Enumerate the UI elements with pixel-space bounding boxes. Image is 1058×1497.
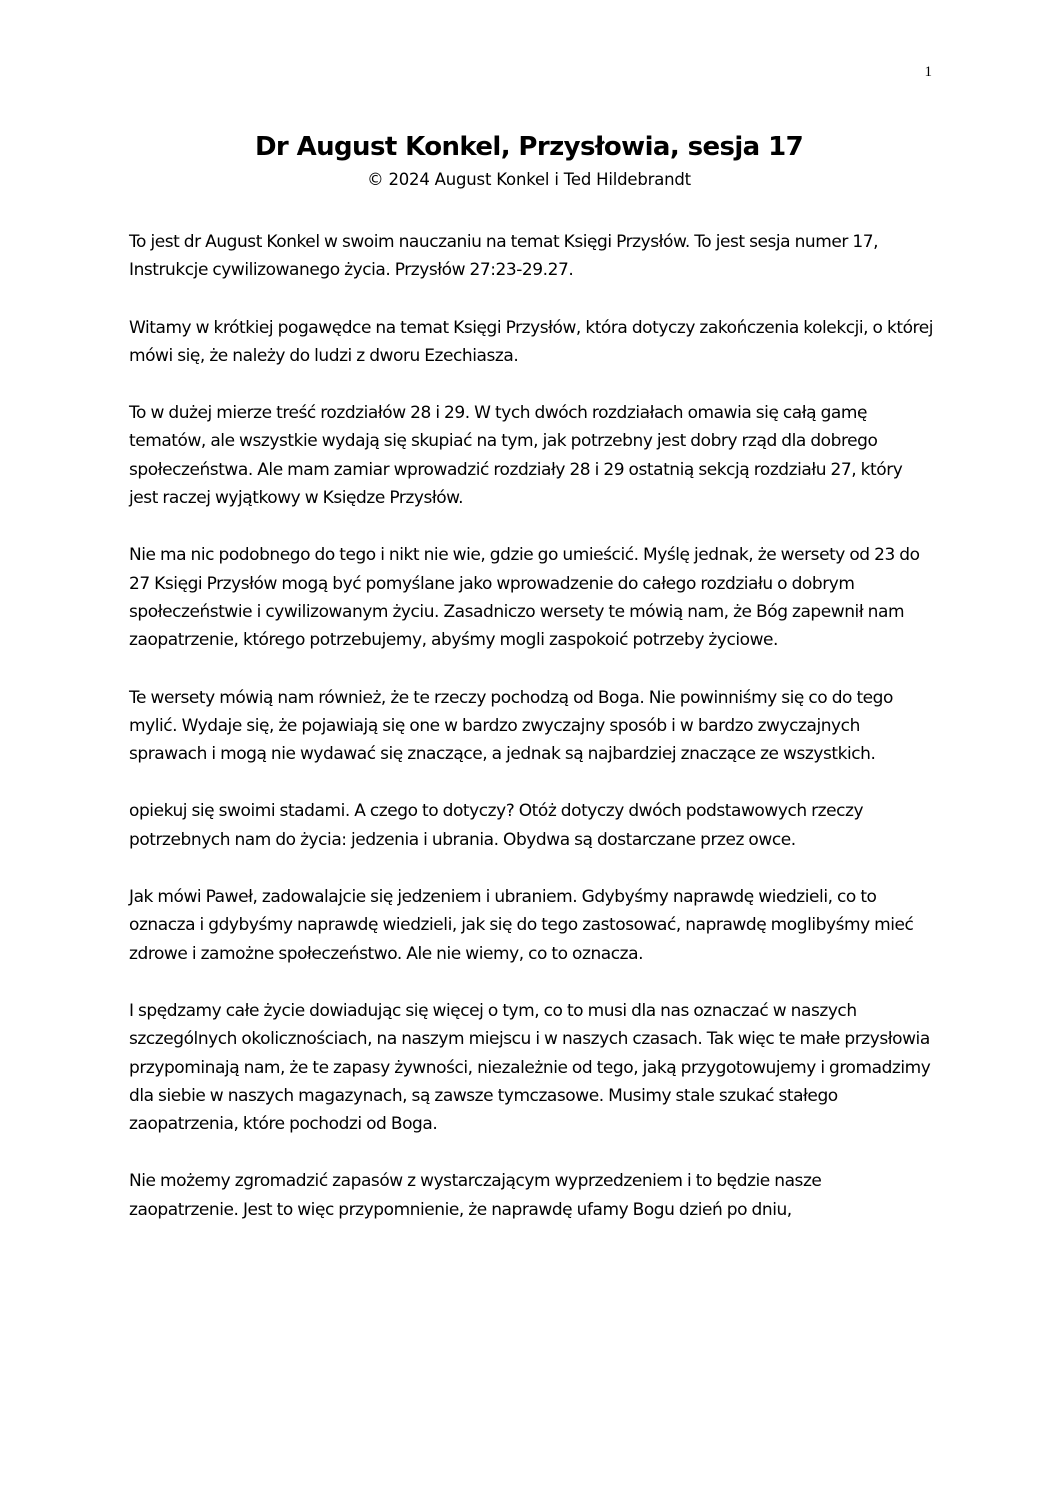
paragraph-4: Nie ma nic podobnego do tego i nikt nie wie, gdzie go umieścić. Myślę jednak, że wersety od 23 do 27 Księgi Przysłów mogą być pomyślane jako wprowadzenie do całego rozdziału o dobrym społeczeństwie i cywilizowanym życiu. Zasadniczo wersety te mówią nam, że Bóg zapewnił nam zaopatrzenie, którego potrzebujemy, abyśmy mogli zaspokoić potrzeby życiowe. xyxy=(129,545,920,651)
paragraph-7: Jak mówi Paweł, zadowalajcie się jedzeniem i ubraniem. Gdybyśmy naprawdę wiedzieli, co to oznacza i gdybyśmy naprawdę wiedzieli, jak się do tego zastosować, naprawdę moglibyśmy mieć zdrowe i zamożne społeczeństwo. Ale nie wiemy, co to oznacza. xyxy=(129,887,914,964)
paragraph-8: I spędzamy całe życie dowiadując się więcej o tym, co to musi dla nas oznaczać w naszych szczególnych okolicznościach, na naszym miejscu i w naszych czasach. Tak więc te małe przysłowia przypominają nam, że te zapasy żywności, niezależnie od tego, jaką przygotowujemy i gromadzimy dla siebie w naszych magazynach, są zawsze tymczasowe. Musimy stale szukać stałego zaopatrzenia, które pochodzi od Boga. xyxy=(129,1000,931,1135)
paragraph-2: Witamy w krótkiej pogawędce na temat Księgi Przysłów, która dotyczy zakończenia kolekcji, o której mówi się, że należy do ludzi z dworu Ezechiasza. xyxy=(129,317,933,366)
document-body xyxy=(129,228,935,1253)
document-header xyxy=(0,130,1058,192)
paragraph-3: To w dużej mierze treść rozdziałów 28 i 29. W tych dwóch rozdziałach omawia się całą gamę tematów, ale wszystkie wydają się skupiać na tym, jak potrzebny jest dobry rząd dla dobrego społeczeństwa. Ale mam zamiar wprowadzić rozdziały 28 i 29 ostatnią sekcją rozdziału 27, który jest raczej wyjątkowy w Księdze Przysłów. xyxy=(129,403,903,509)
paragraph-9: Nie możemy zgromadzić zapasów z wystarczającym wyprzedzeniem i to będzie nasze zaopatrzenie. Jest to więc przypomnienie, że naprawdę ufamy Bogu dzień po dniu, xyxy=(129,1171,822,1220)
paragraph-5: Te wersety mówią nam również, że te rzeczy pochodzą od Boga. Nie powinniśmy się co do tego mylić. Wydaje się, że pojawiają się one w bardzo zwyczajny sposób i w bardzo zwyczajnych sprawach i mogą nie wydawać się znaczące, a jednak są najbardziej znaczące ze wszystkich. xyxy=(129,687,893,765)
paragraph-1: To jest dr August Konkel w swoim nauczaniu na temat Księgi Przysłów. To jest sesja numer 17, Instrukcje cywilizowanego życia. Przysłów 27:23-29.27. xyxy=(129,232,879,281)
copyright-line: © 2024 August Konkel i Ted Hildebrandt xyxy=(367,170,691,189)
paragraph-6: opiekuj się swoimi stadami. A czego to dotyczy? Otóż dotyczy dwóch podstawowych rzeczy potrzebnych nam do życia: jedzenia i ubrania. Obydwa są dostarczane przez owce. xyxy=(129,801,864,850)
document-title: Dr August Konkel, Przysłowia, sesja 17 xyxy=(254,132,804,162)
page-number: 1 xyxy=(924,64,932,80)
